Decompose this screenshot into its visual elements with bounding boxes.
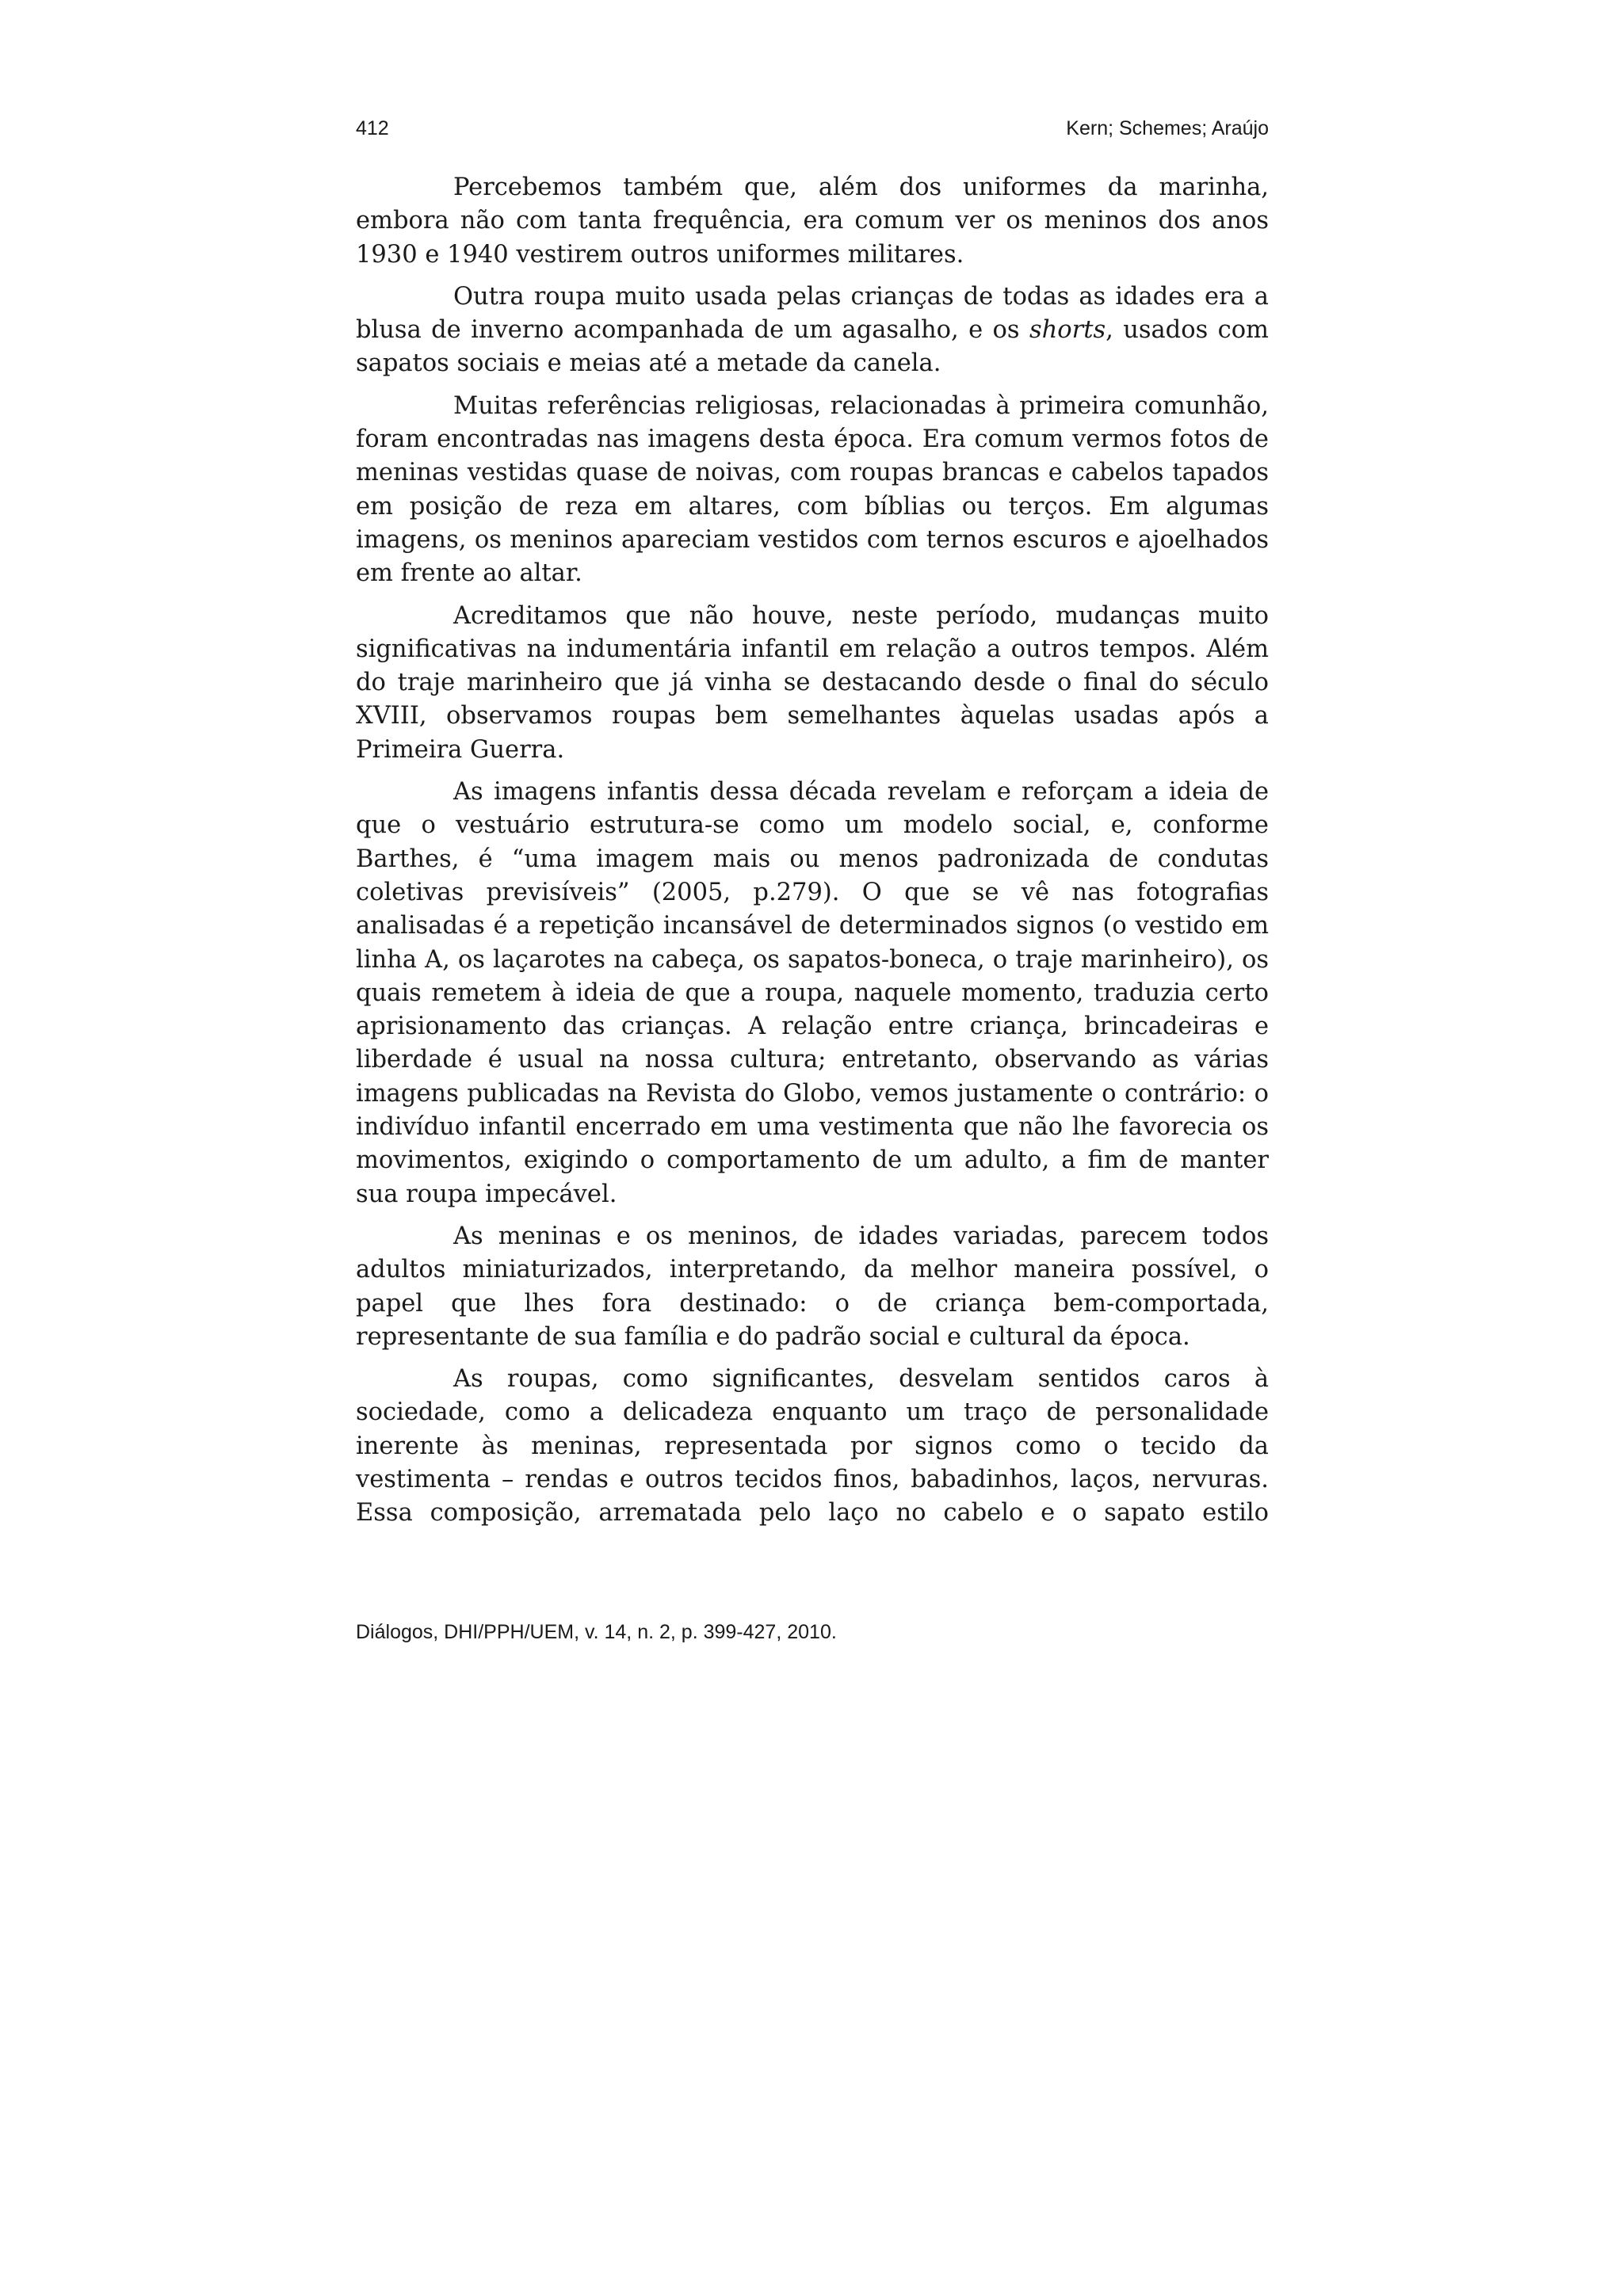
footer-citation: Diálogos, DHI/PPH/UEM, v. 14, n. 2, p. 399-427, 2010. <box>356 1621 837 1643</box>
text-run: As meninas e os meninos, de idades variadas, parecem todos adultos miniaturizados, interpretando, da melhor maneira possível, o papel que lhes fora destinado: o de criança bem-comportada, representante de sua família e do padrão social e cultural da época. <box>356 1222 1269 1351</box>
text-run: As imagens infantis dessa década revelam e reforçam a ideia de que o vestuário estrutura-se como um modelo social, e, conforme Barthes, é “uma imagem mais ou menos padronizada de condutas coletivas previsíveis” (2005, p.279). O que se vê nas fotografias analisadas é a repetição incansável de determinados signos (o vestido em linha A, os laçarotes na cabeça, os sapatos-boneca, o traje marinheiro), os quais remetem à ideia de que a roupa, naquele momento, traduzia certo aprisionamento das crianças. A relação entre criança, brincadeiras e liberdade é usual na nossa cultura; entretanto, observando as várias imagens publicadas na Revista do Globo, vemos justamente o contrário: o indivíduo infantil encerrado em uma vestimenta que não lhe favorecia os movimentos, exigindo o comportamento de um adulto, a fim de manter sua roupa impecável. <box>356 778 1269 1208</box>
paragraph <box>356 390 1269 591</box>
text-run: , usados com sapatos sociais e meias até a metade da canela. <box>356 316 1269 378</box>
paragraph <box>356 600 1269 767</box>
paragraph <box>356 171 1269 272</box>
text-run: Acreditamos que não houve, neste período, mudanças muito significativas na indumentária infantil em relação a outros tempos. Além do traje marinheiro que já vinha se destacando desde o final do século XVIII, observamos roupas bem semelhantes àquelas usadas após a Primeira Guerra. <box>356 601 1269 764</box>
paragraph <box>356 1363 1269 1530</box>
text-run: Outra roupa muito usada pelas crianças de todas as idades era a blusa de inverno acompanhada de um agasalho, e os <box>356 282 1269 345</box>
header-authors: Kern; Schemes; Araújo <box>1066 117 1269 139</box>
italic-term: shorts <box>1029 316 1106 345</box>
body-text <box>356 171 1269 1539</box>
text-run: Percebemos também que, além dos uniformes da marinha, embora não com tanta frequência, era comum ver os meninos dos anos 1930 e 1940 vestirem outros uniformes militares. <box>356 174 1269 269</box>
text-run: Muitas referências religiosas, relacionadas à primeira comunhão, foram encontradas nas imagens desta época. Era comum vermos fotos de meninas vestidas quase de noivas, com roupas brancas e cabelos tapados em posição de reza em altares, com bíblias ou terços. Em algumas imagens, os meninos apareciam vestidos com ternos escuros e ajoelhados em frente ao altar. <box>356 391 1269 588</box>
paragraph <box>356 776 1269 1211</box>
paragraph <box>356 280 1269 381</box>
text-run: As roupas, como significantes, desvelam sentidos caros à sociedade, como a delicadeza enquanto um traço de personalidade inerente às meninas, representada por signos como o tecido da vestimenta – rendas e outros tecidos finos, babadinhos, laços, nervuras. Essa composição, arrematada pelo laço no cabelo e o sapato estilo <box>356 1365 1269 1527</box>
running-header <box>356 117 1269 144</box>
paragraph <box>356 1220 1269 1354</box>
page-number: 412 <box>356 117 389 139</box>
